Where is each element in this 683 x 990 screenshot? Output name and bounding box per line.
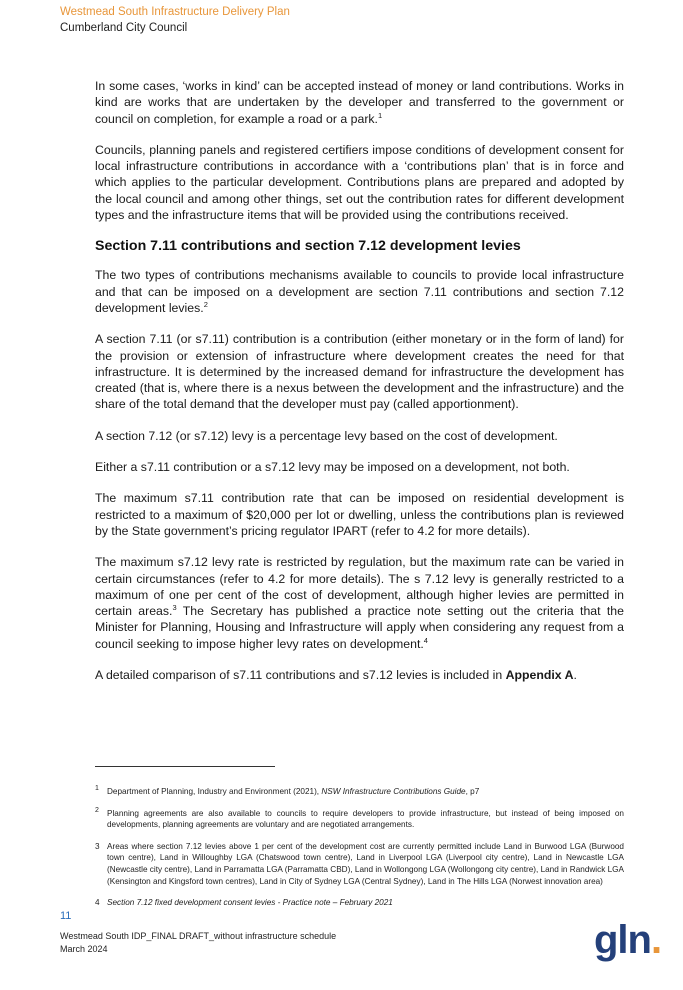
footnote-ref-3: 3 — [172, 603, 177, 613]
footnote-text: Planning agreements are also available to councils to require developers to provide infrastructure, but instead of being imposed on developments, planning agreements are voluntary and are negotiated arrangements. — [107, 808, 624, 830]
paragraph-text: The two types of contributions mechanisms available to councils to provide local infrastructure and that can be imposed on a development are section 7.11 contributions and section 7.12 development levies. — [95, 268, 624, 315]
gln-logo — [594, 920, 661, 960]
appendix-link-text: Appendix A — [505, 668, 574, 683]
paragraph-text: The maximum s7.12 levy rate is restricted by regulation, but the maximum rate can be varied in certain circumstances (refer to 4.2 for more details). The s 7.12 levy is generally restricted to a maximum of one per cent of the cost of development, although higher levies are permitted in certain areas. — [95, 555, 624, 619]
footnote-text: Areas where section 7.12 levies above 1 per cent of the development cost are currently permitted include Land in Burwood LGA (Burwood town centre), Land in Willoughby LGA (Chatswood town centre), Land in Liverpool LGA (Liverpool city centre), Land in Newcastle LGA (Newcastle city centre), Land in Parramatta LGA (Parramatta CBD), Land in Wollongong LGA (Wollongong city centre), Land in Randwick LGA (Kensington and Kingsford town centres), Land in City of Sydney LGA (Central Sydney), Land in The Hills LGA (Norwest innovation area) — [107, 841, 624, 886]
footnote-1 — [95, 786, 624, 798]
footnote-2 — [95, 808, 624, 831]
paragraph-text: A detailed comparison of s7.11 contributions and s7.12 levies is included in — [95, 668, 506, 683]
footnote-number: 4 — [95, 898, 100, 908]
paragraph-appendix — [95, 667, 624, 683]
header-organisation: Cumberland City Council — [60, 22, 188, 34]
paragraph-either-or: Either a s7.11 contribution or a s7.12 levy may be imposed on a development, not both. — [95, 460, 570, 475]
footer-date: March 2024 — [60, 944, 108, 954]
footnote-ref-2: 2 — [203, 299, 208, 309]
footnote-number: 1 — [95, 785, 99, 792]
footnote-number: 2 — [95, 806, 99, 814]
body-content — [95, 78, 624, 698]
footer-document-name: Westmead South IDP_FINAL DRAFT_without infrastructure schedule — [60, 931, 337, 941]
footnote-number: 3 — [95, 841, 100, 851]
page-number: 11 — [60, 910, 72, 922]
footnote-ref-4: 4 — [423, 635, 428, 645]
footnote-text: , p7 — [465, 787, 480, 796]
paragraph-s712-maximum — [95, 554, 624, 652]
footnote-divider — [95, 766, 275, 767]
logo-dot: . — [650, 918, 662, 962]
logo-text: gln — [594, 918, 651, 962]
paragraph-contributions-plan: Councils, planning panels and registered certifiers impose conditions of development consent for local infrastructure contributions in accordance with a ‘contributions plan’ that is in force and which applies to the particular development. Contributions plans are prepared and adopted by the local council and among other things, set out the contribution rates for different development types and the infrastructure items that will be provided using the contributions received. — [95, 142, 624, 223]
paragraph-two-types — [95, 267, 624, 316]
footnote-4 — [95, 897, 624, 909]
paragraph-s711-maximum: The maximum s7.11 contribution rate that can be imposed on residential development is restricted to a maximum of $20,000 per lot or dwelling, unless the contributions plan is reviewed by the State government’s pricing regulator IPART (refer to 4.2 for more details). — [95, 491, 624, 538]
paragraph-s711-definition: A section 7.11 (or s7.11) contribution is a contribution (either monetary or in the form of land) for the provision or extension of infrastructure where development creates the need for that infrastructure. It is determined by the increased demand for infrastructure the development has created (that is, where there is a nexus between the development and the infrastructure) and the share of the total demand that the developer must pay (called apportionment). — [95, 332, 624, 412]
footnote-text: Department of Planning, Industry and Environment (2021), — [107, 787, 322, 796]
paragraph-s712-definition: A section 7.12 (or s7.12) levy is a percentage levy based on the cost of development. — [95, 428, 558, 443]
footnote-citation: NSW Infrastructure Contributions Guide — [321, 787, 466, 796]
footnotes — [95, 786, 624, 919]
paragraph-text: . — [573, 668, 577, 683]
paragraph-text: The Secretary has published a practice note setting out the criteria that the Minister for Planning, Housing and Infrastructure will apply when considering any request from a council seeking to impose higher levy rates on development. — [95, 604, 624, 651]
section-heading: Section 7.11 contributions and section 7.12 development levies — [95, 238, 521, 255]
header-title: Westmead South Infrastructure Delivery Plan — [60, 6, 290, 18]
footnote-ref-1: 1 — [377, 110, 383, 120]
paragraph-text: In some cases, ‘works in kind’ can be accepted instead of money or land contributions. Works in kind are works that are undertaken by the developer and transferred to the government or council on completion, for example a road or a park. — [95, 79, 624, 126]
footnote-citation: Section 7.12 fixed development consent levies - Practice note – February 2021 — [107, 898, 393, 908]
footnote-3 — [95, 841, 624, 887]
paragraph-works-in-kind — [95, 78, 624, 127]
